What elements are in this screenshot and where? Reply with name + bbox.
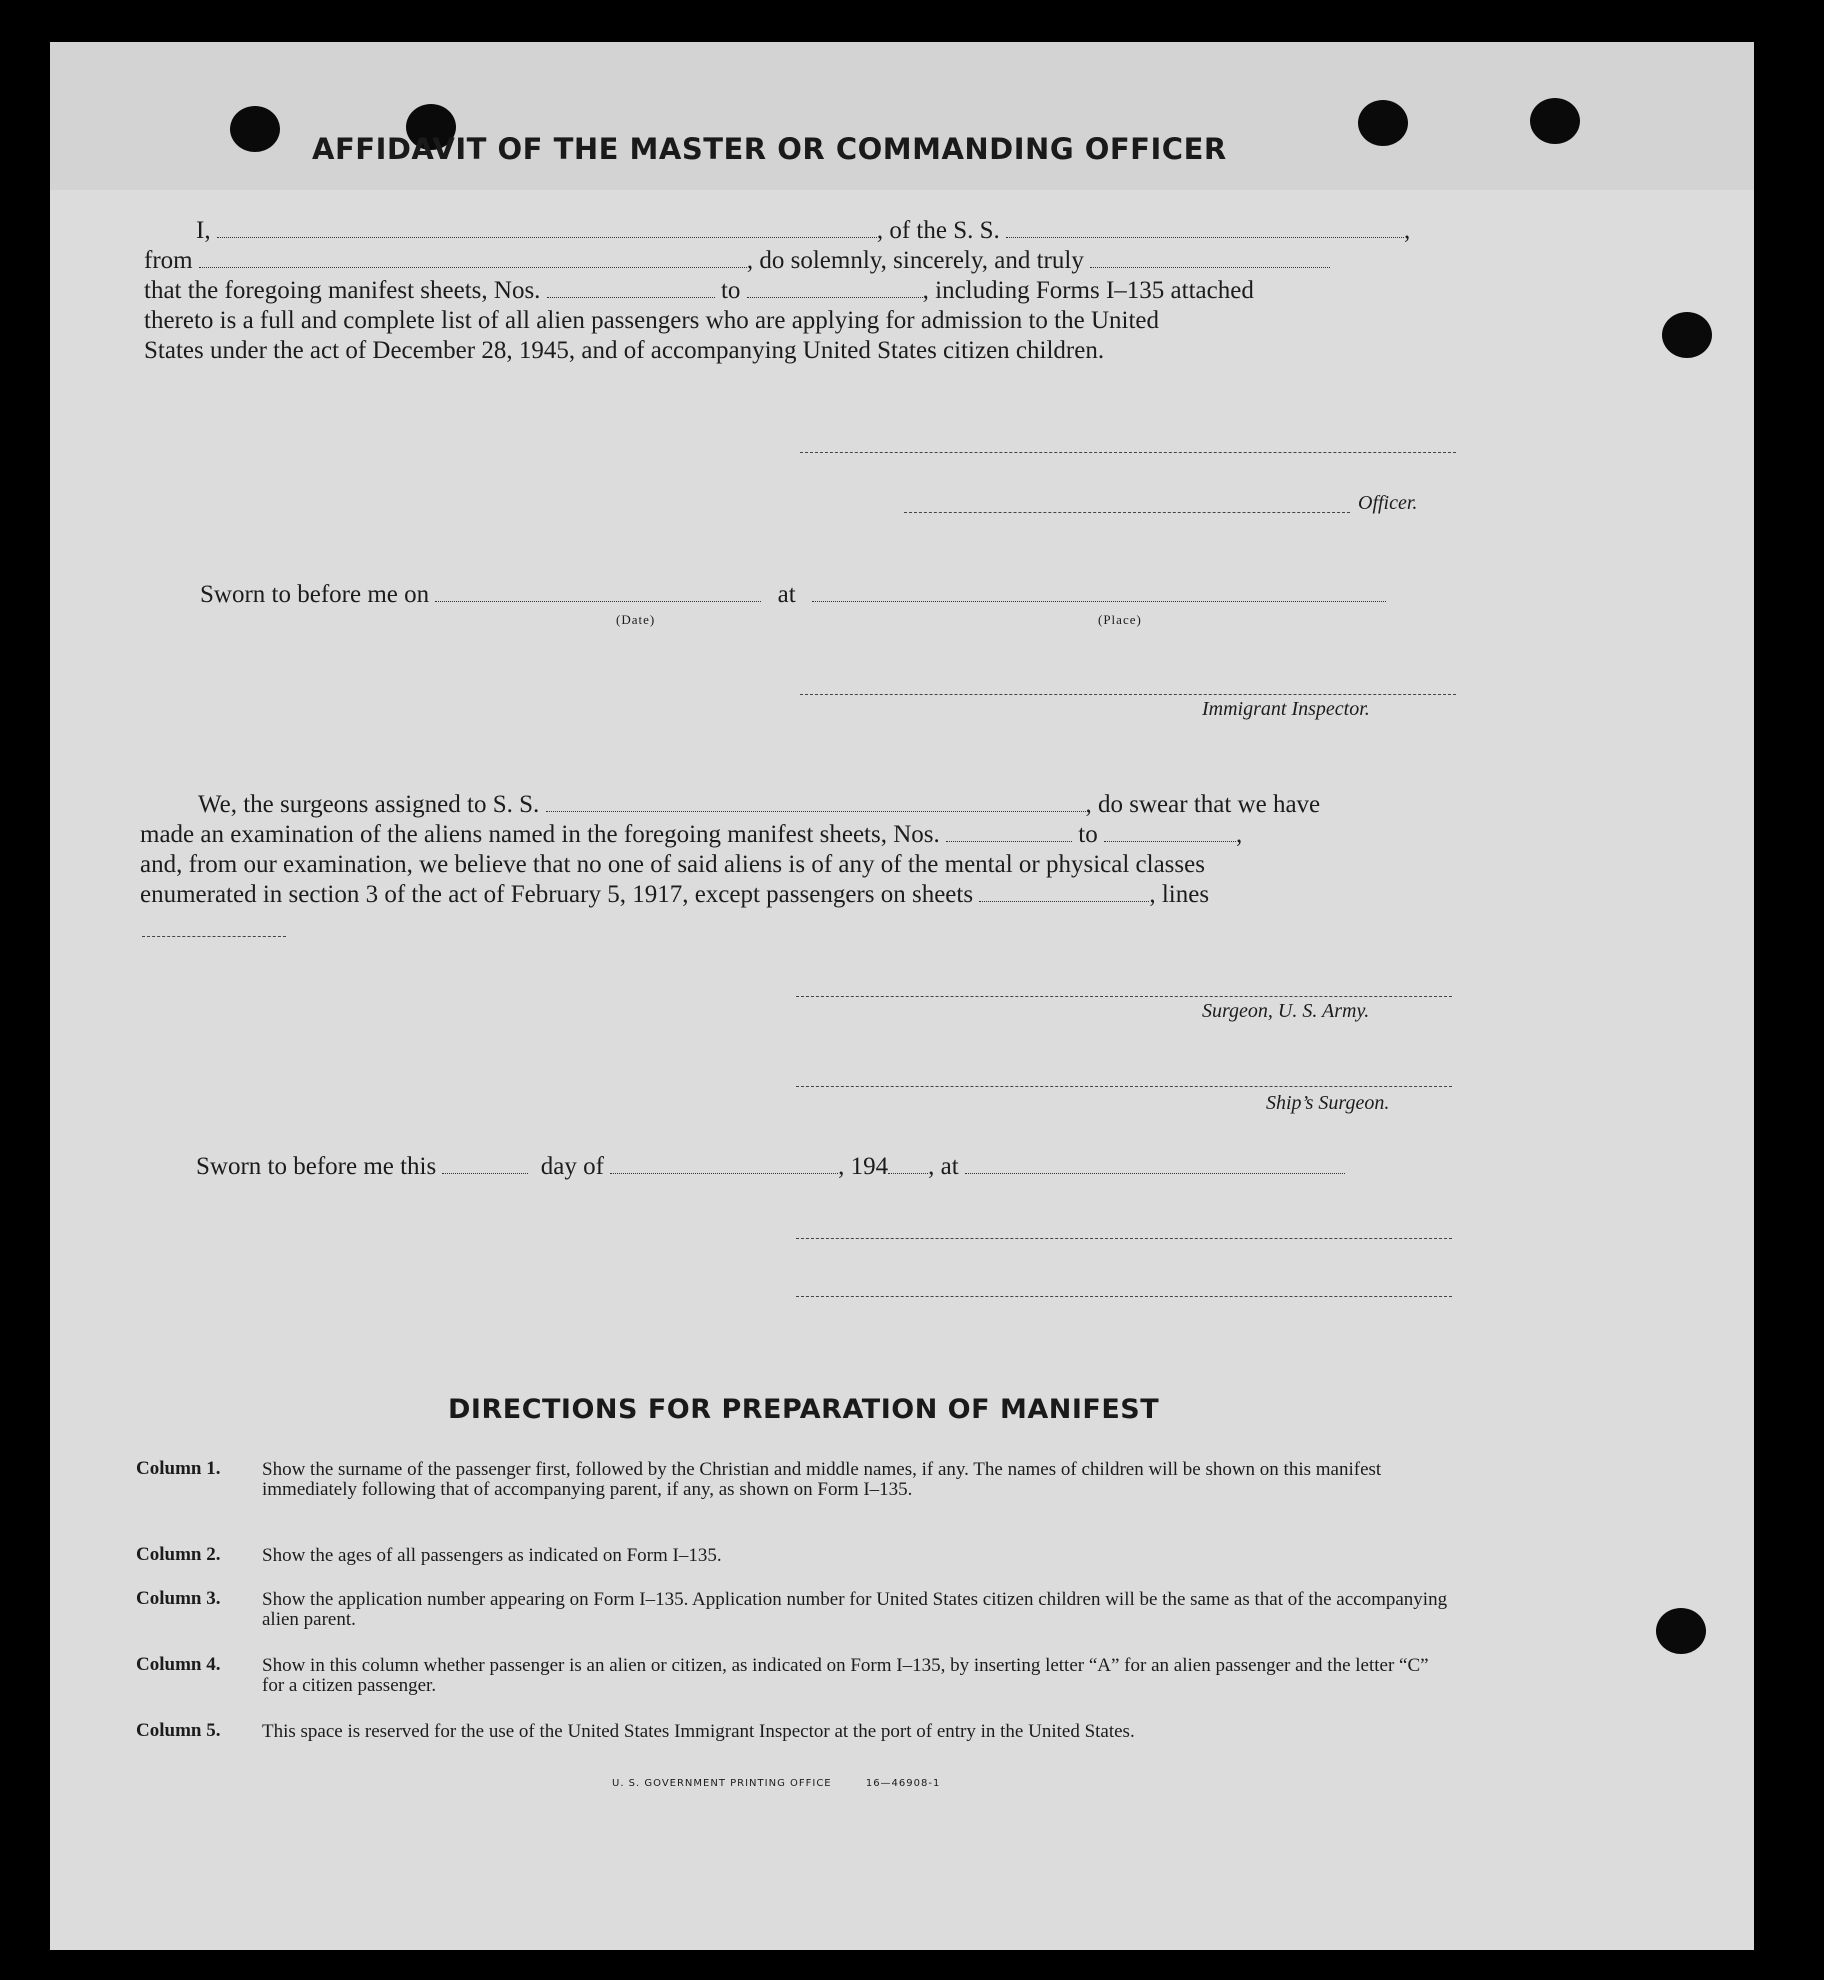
surgeons-ship-field[interactable] [546, 793, 1086, 812]
sworn-date-field[interactable] [435, 583, 761, 602]
affidavit-line-4: thereto is a full and complete list of all alien passengers who are applying for admission to the United [144, 307, 1160, 334]
officer-title-line[interactable] [904, 512, 1350, 513]
direction-text: Show the application number appearing on Form I–135. Application number for United States citizen children will be the same as that of the accompanying alien parent. [262, 1589, 1448, 1630]
affidavit-line-5: States under the act of December 28, 1945, and of accompanying United States citizen children. [144, 337, 1105, 364]
direction-label: Column 4. [136, 1654, 221, 1675]
surgeons-line-4: enumerated in section 3 of the act of February 5, 1917, except passengers on sheets , lines [140, 881, 1210, 908]
affiant-prefix: I, [196, 217, 211, 244]
except-sheets-field[interactable] [979, 883, 1149, 902]
direction-text: This space is reserved for the use of the United States Immigrant Inspector at the port of entry in the United States. [262, 1721, 1135, 1742]
exam-sheet-from-field[interactable] [946, 823, 1072, 842]
sworn-line-2: Sworn to before me this day of , 194 , at [196, 1152, 1345, 1182]
ship-surgeon-label: Ship’s Surgeon. [1266, 1092, 1390, 1114]
direction-label: Column 5. [136, 1720, 221, 1741]
officer-label: Officer. [1358, 492, 1418, 514]
surgeons-line-3: and, from our examination, we believe that no one of said aliens is of any of the mental or physical classes [140, 851, 1205, 878]
affiant-name-field[interactable] [217, 219, 877, 238]
army-surgeon-label: Surgeon, U. S. Army. [1202, 1000, 1370, 1022]
top-band [50, 42, 1754, 190]
direction-text: Show the surname of the passenger first, followed by the Christian and middle names, if any. The names of children will be shown on this manifest immediately following that of accompanying parent, if any, as shown on Form I–135. [262, 1459, 1382, 1500]
from-port-field[interactable] [199, 249, 747, 268]
sworn-location-field[interactable] [965, 1155, 1345, 1174]
affidavit-line-1: I, , of the S. S. , [196, 217, 1411, 244]
printing-office-footer: U. S. GOVERNMENT PRINTING OFFICE 16—46908-1 [612, 1778, 941, 1789]
date-caption: (Date) [616, 612, 656, 627]
punch-hole-icon [1358, 100, 1408, 146]
place-caption: (Place) [1098, 612, 1142, 627]
direction-text: Show in this column whether passenger is an alien or citizen, as indicated on Form I–135, by inserting letter “A” for an alien passenger and the letter “C” for a citizen passenger. [262, 1655, 1429, 1696]
punch-hole-icon [1530, 98, 1580, 144]
directions-title: DIRECTIONS FOR PREPARATION OF MANIFEST [448, 1394, 1160, 1425]
punch-hole-icon [230, 106, 280, 152]
surgeons-line-1: We, the surgeons assigned to S. S. , do swear that we have [198, 791, 1321, 818]
sheet-from-field[interactable] [547, 279, 715, 298]
sworn-line-1: Sworn to before me on at [200, 580, 1386, 610]
punch-hole-icon [1662, 312, 1712, 358]
exam-sheet-to-field[interactable] [1104, 823, 1236, 842]
signature-line-2[interactable] [796, 1296, 1452, 1297]
army-surgeon-signature-line[interactable] [796, 996, 1452, 997]
sworn-place-field[interactable] [812, 583, 1386, 602]
signature-line-1[interactable] [796, 1238, 1452, 1239]
punch-hole-icon [1656, 1608, 1706, 1654]
form-sheet [50, 42, 1754, 1950]
affidavit-title: AFFIDAVIT OF THE MASTER OR COMMANDING OFFICER [312, 132, 1227, 166]
officer-signature-line[interactable] [800, 452, 1456, 453]
inspector-signature-line[interactable] [800, 694, 1456, 695]
direction-label: Column 1. [136, 1458, 221, 1479]
ship-name-field[interactable] [1006, 219, 1404, 238]
oath-field[interactable] [1090, 249, 1330, 268]
direction-label: Column 2. [136, 1544, 221, 1565]
ship-prefix: , of the S. S. [876, 217, 1000, 244]
direction-text: Show the ages of all passengers as indicated on Form I–135. [262, 1545, 722, 1566]
sworn-month-field[interactable] [610, 1155, 838, 1174]
affidavit-line-3: that the foregoing manifest sheets, Nos. to , including Forms I–135 attached [144, 277, 1254, 304]
direction-label: Column 3. [136, 1588, 221, 1609]
ship-surgeon-signature-line[interactable] [796, 1086, 1452, 1087]
inspector-label: Immigrant Inspector. [1202, 698, 1370, 720]
sheet-to-field[interactable] [747, 279, 923, 298]
sworn-year-field[interactable] [888, 1155, 928, 1174]
lines-field[interactable] [142, 936, 286, 937]
affidavit-line-2: from , do solemnly, sincerely, and truly [144, 246, 1330, 276]
surgeons-line-2: made an examination of the aliens named in the foregoing manifest sheets, Nos. to , [140, 821, 1243, 848]
sworn-day-field[interactable] [442, 1155, 528, 1174]
